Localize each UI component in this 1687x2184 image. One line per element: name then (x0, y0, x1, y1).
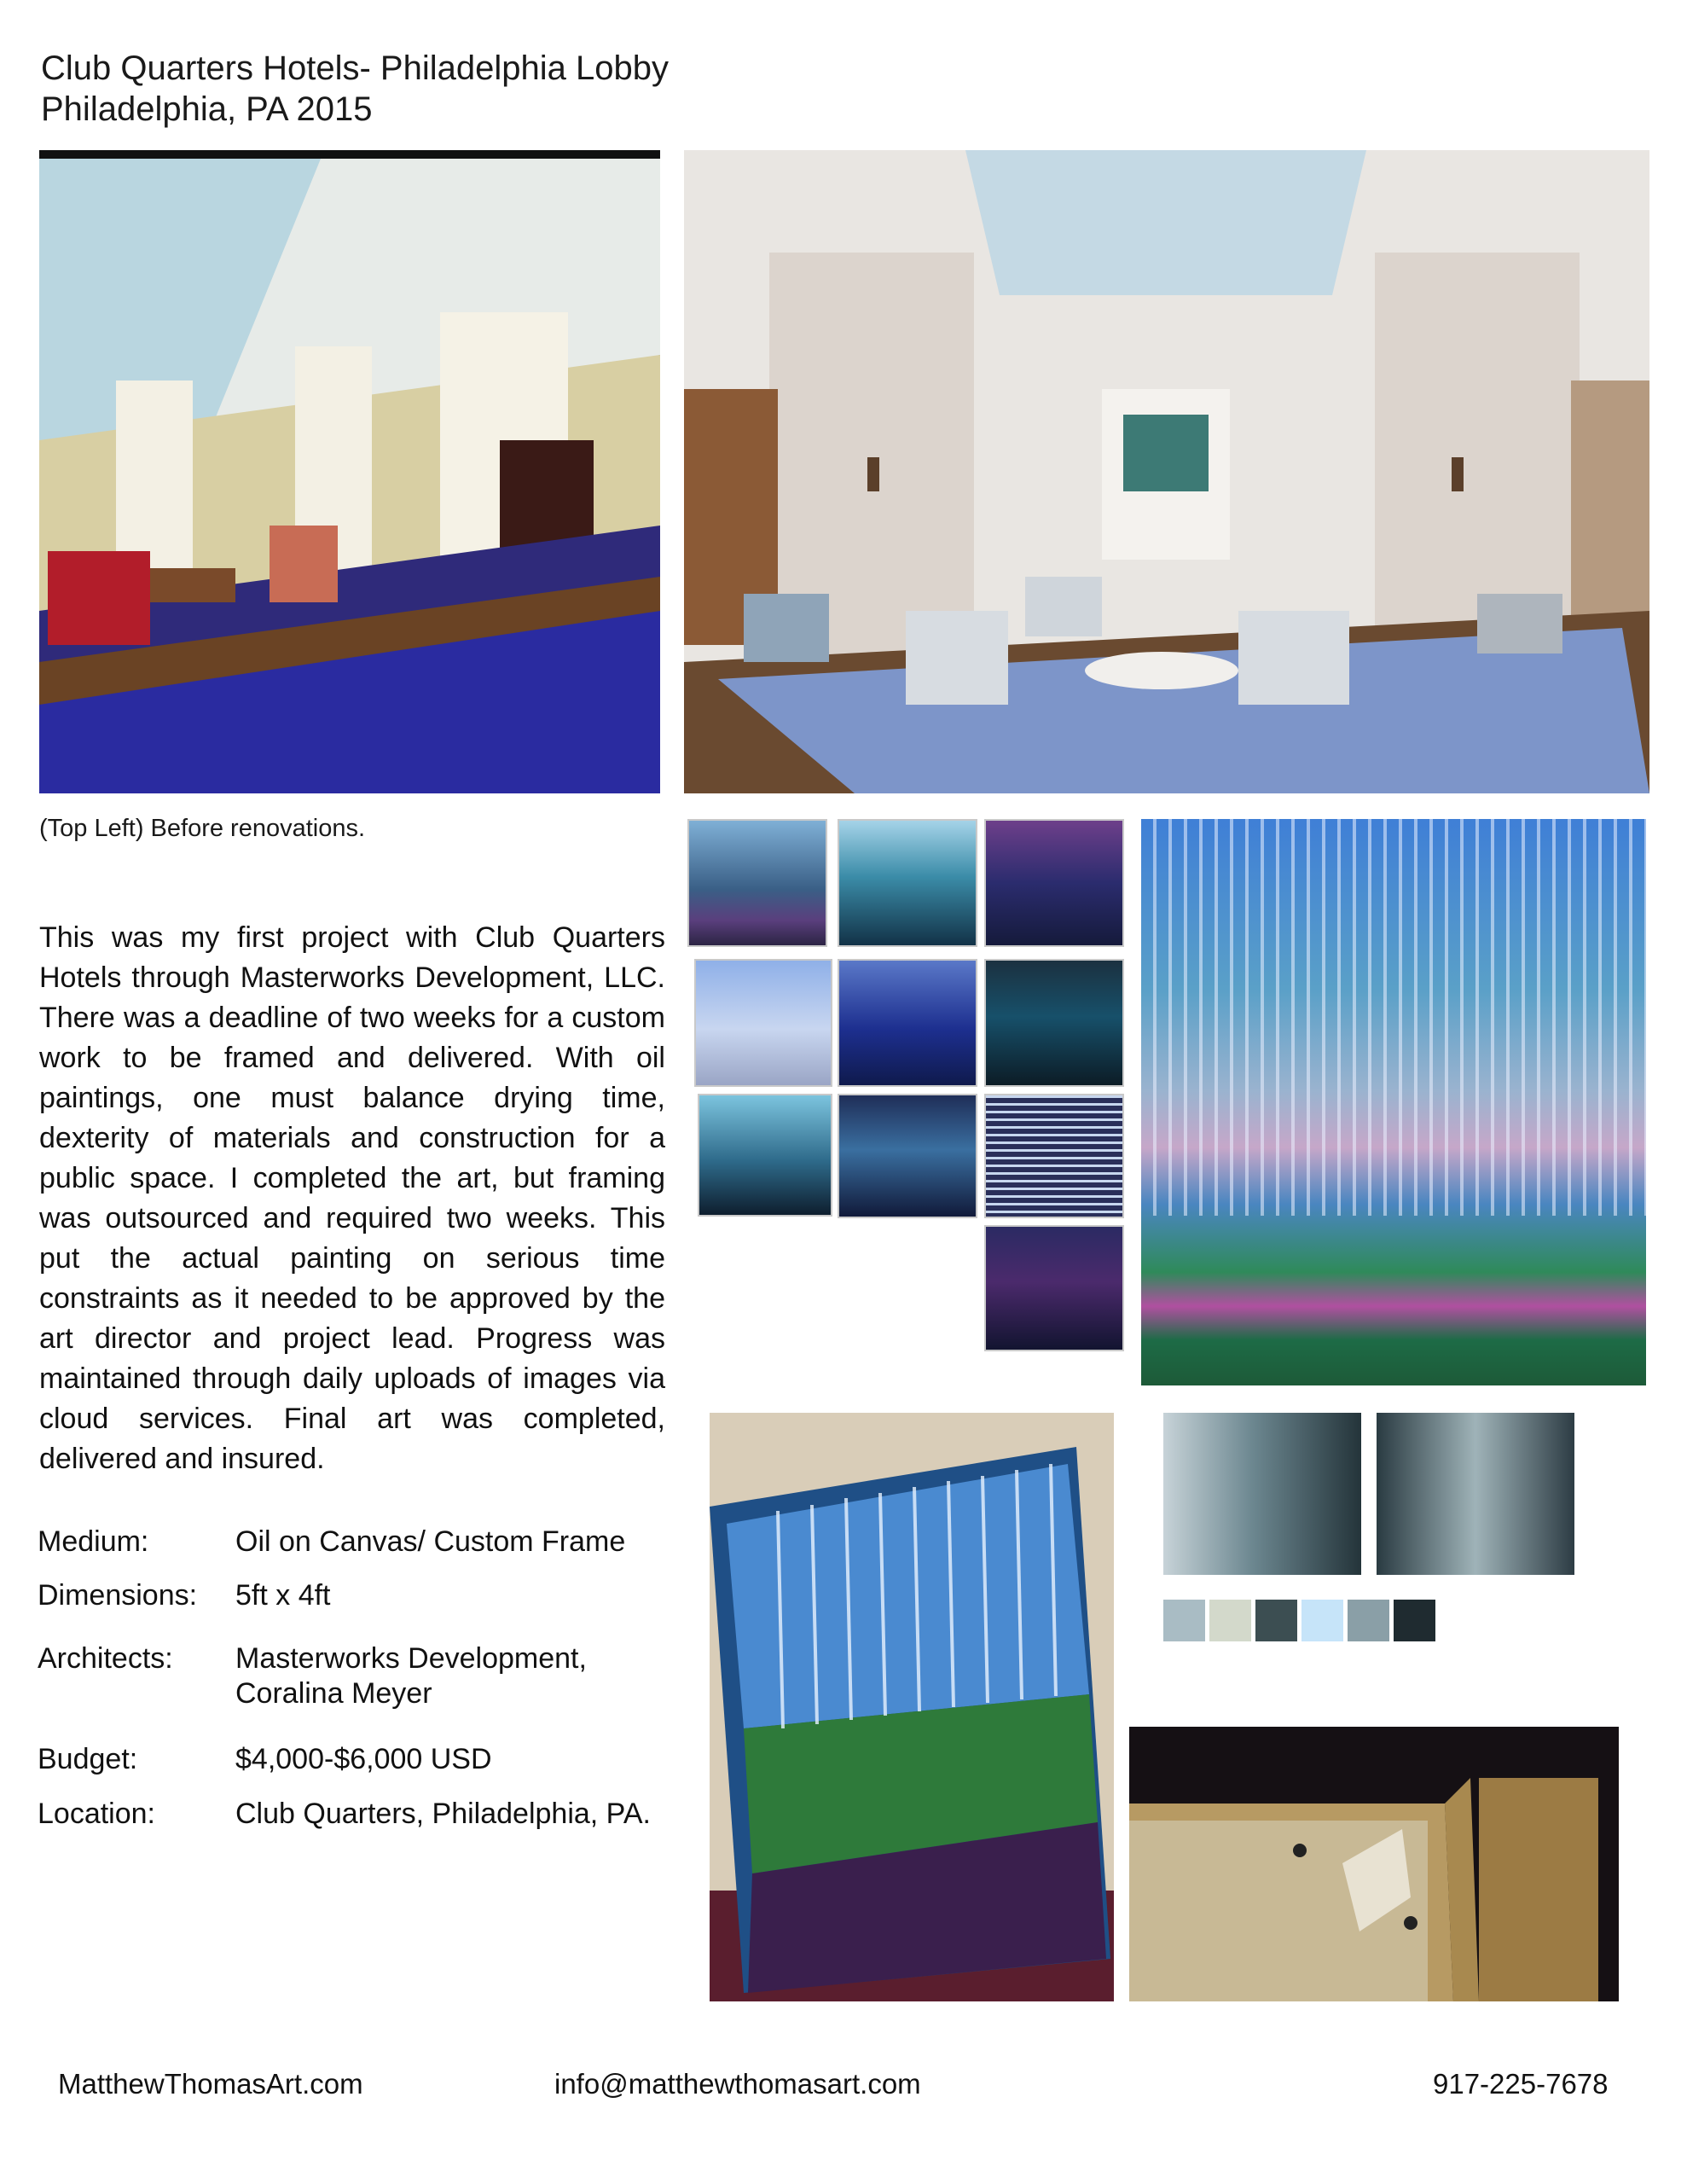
study-thumbnail (984, 1225, 1124, 1351)
spec-value-second-line: Coralina Meyer (235, 1677, 432, 1710)
texture-study (1163, 1413, 1361, 1575)
palette-swatch (1209, 1600, 1251, 1641)
study-thumbnail (838, 959, 977, 1087)
study-thumbnail (984, 959, 1124, 1087)
spec-value: $4,000-$6,000 USD (235, 1743, 492, 1775)
spec-label: Medium: (38, 1525, 149, 1558)
footer-phone[interactable]: 917-225-7678 (1433, 2068, 1609, 2100)
footer-website[interactable]: MatthewThomasArt.com (58, 2068, 363, 2100)
spec-architects (38, 1641, 686, 1711)
project-description: This was my first project with Club Quarters Hotels through Masterworks Development, LLC. There was a deadline of two weeks for a custom work to be framed and delivered. With oil paintings, one must balance drying time, dexterity of materials and construction for a public space. I completed the art, but framing was outsourced and required two weeks. This put the actual painting on serious time constraints as it needed to be approved by the art director and project lead. Progress was maintained through daily uploads of images via cloud services. Final art was completed, delivered and insured. (39, 921, 665, 1475)
frame-back-photo (1129, 1727, 1619, 2001)
study-thumbnail (687, 819, 827, 947)
palette-swatch (1301, 1600, 1343, 1641)
study-thumbnail (694, 959, 832, 1087)
spec-value: 5ft x 4ft (235, 1579, 331, 1612)
texture-study (1377, 1413, 1574, 1575)
study-thumbnail (838, 819, 977, 947)
footer-email[interactable]: info@matthewthomasart.com (554, 2068, 921, 2100)
study-thumbnail (838, 1094, 977, 1218)
palette-swatch (1163, 1600, 1205, 1641)
spec-value: Masterworks Development, (235, 1642, 587, 1675)
study-thumbnail (984, 819, 1124, 947)
lobby-before-photo (39, 150, 660, 793)
study-thumbnail (698, 1094, 832, 1217)
painting-in-progress-photo (710, 1413, 1114, 2001)
lobby-after-photo (684, 150, 1649, 793)
study-thumbnail (984, 1094, 1124, 1218)
palette-swatch (1255, 1600, 1297, 1641)
spec-value: Club Quarters, Philadelphia, PA. (235, 1798, 651, 1830)
before-caption: (Top Left) Before renovations. (39, 815, 366, 842)
final-painting (1141, 819, 1646, 1385)
spec-label: Budget: (38, 1743, 138, 1775)
palette-swatch (1394, 1600, 1435, 1641)
page-subtitle: Philadelphia, PA 2015 (41, 90, 373, 128)
spec-label: Architects: (38, 1642, 173, 1675)
page-title: Club Quarters Hotels- Philadelphia Lobby (41, 49, 669, 87)
spec-label: Location: (38, 1798, 155, 1830)
spec-value: Oil on Canvas/ Custom Frame (235, 1525, 626, 1558)
palette-swatch (1348, 1600, 1389, 1641)
spec-label: Dimensions: (38, 1579, 198, 1612)
